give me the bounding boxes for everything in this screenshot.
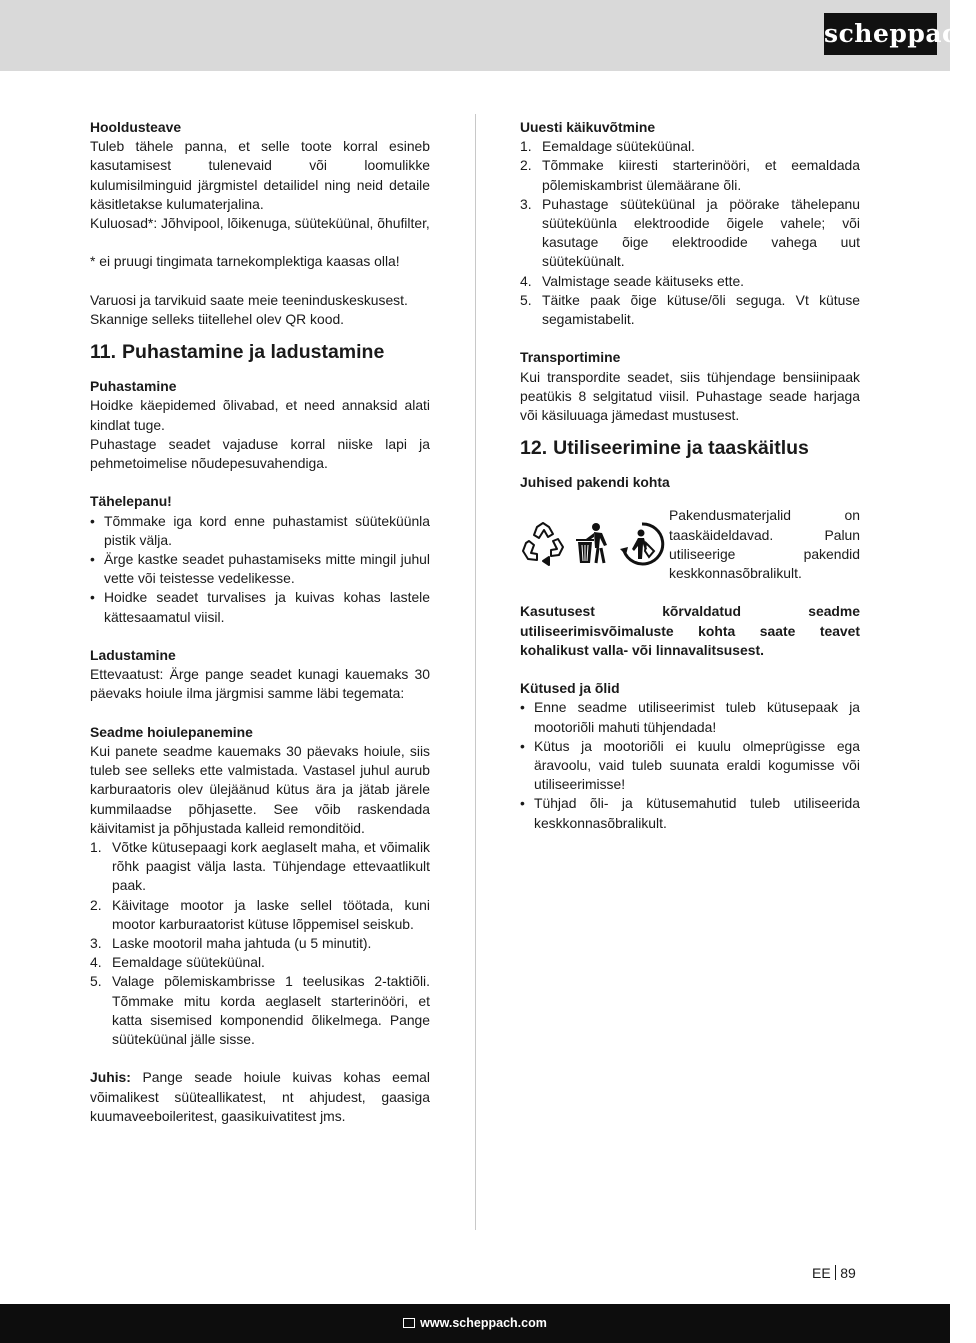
restart-heading: Uuesti käikuvõtmine [520, 119, 656, 135]
brand-logo: scheppach [824, 13, 937, 55]
packaging-text: Pakendusmaterjalid on taaskäideldavad. Palun utiliseerige pakendid keskkonnasõbralikult. [669, 507, 860, 582]
cleaning-text-1: Hoidke käepidemed õlivabad, et need annaksid alati kindlat tuge. [90, 397, 430, 433]
list-item: • Ärge kastke seadet puhastamiseks mitte mingil juhul vette või teistesse vedelikesse. [90, 550, 430, 588]
transport-text: Kui transpordite seadet, siis tühjendage bensiinipaak peatükis 8 selgitatud viisil. Puhastage seade harjaga või käsiluuaga jämedast mustusest. [520, 368, 860, 424]
transport-heading: Transportimine [520, 349, 621, 366]
section-11-heading: 11. Puhastamine ja ladustamine [90, 341, 385, 364]
service-text-1: Varuosi ja tarvikuid saate meie teeninduskeskusest. [90, 291, 408, 308]
list-item: • Tõmmake iga kord enne puhastamist süüteküünla pistik välja. [90, 512, 430, 550]
disposal-info: Kasutusest kõrvaldatud seadme utiliseerimisvõimaluste kohta saate teavet kohalikust valla- või linnavalitsusest. [520, 603, 860, 658]
list-item: • Hoidke seadet turvalises ja kuivas kohas lastele kättesaamatul viisil. [90, 588, 430, 626]
fuels-list [520, 698, 860, 832]
page-number: EE 89 [812, 1265, 856, 1281]
wear-parts-text: Kuluosad*: Jõhvipool, lõikenuga, süüteküünal, õhufilter, [90, 215, 430, 232]
putaway-text: Kui panete seadme kauemaks 30 päevaks hoiule, siis tuleb see selleks ette valmistada. Vastasel juhul aurub karburaatoris olev ülejäänud kütus ära ja jätab järele kummilaadse põhjasette. See võib raskendada käivitamist ja põhjustada kalleid remonditöid. [90, 743, 430, 836]
recycling-icons [520, 516, 669, 572]
list-item: 3. Puhastage süüteküünal ja pöörake tähelepanu süüteküünla elektroodide õigele vahele; või kasutage õige elektroodide vahega uut süüteküünalt. [520, 195, 860, 270]
footer-url[interactable]: www.scheppach.com [420, 1316, 547, 1330]
left-column [90, 118, 430, 1126]
monitor-icon [403, 1318, 415, 1328]
cleaning-heading: Puhastamine [90, 378, 177, 395]
service-text-2: Skannige selleks tiitellehel olev QR kood. [90, 311, 345, 327]
putaway-steps [90, 838, 430, 1049]
section-12-heading: 12. Utiliseerimine ja taaskäitlus [520, 437, 809, 460]
packaging-block [520, 506, 860, 583]
putaway-heading: Seadme hoiulepanemine [90, 723, 253, 740]
restart-steps [520, 137, 860, 329]
storage-heading: Ladustamine [90, 647, 176, 664]
list-item: • Enne seadme utiliseerimist tuleb kütusepaak ja mootoriõli mahuti tühjendada! [520, 698, 860, 736]
attention-heading: Tähelepanu! [90, 493, 172, 510]
list-item: 3. Laske mootoril maha jahtuda (u 5 minutit). [90, 935, 372, 952]
list-item: 1. Eemaldage süüteküünal. [520, 138, 695, 155]
attention-list [90, 512, 430, 627]
column-divider [475, 114, 476, 1230]
trash-person-icon [574, 521, 612, 567]
header-bar [0, 0, 976, 71]
list-item: 2. Tõmmake kiiresti starterinööri, et eemaldada põlemiskambrist ülemäärane õli. [520, 157, 860, 193]
list-item: 5. Täitke paak õige kütuse/õli seguga. Vt kütuse segamistabelit. [520, 291, 860, 328]
list-item: 5. Valage põlemiskambrisse 1 teelusikas 2-taktiõli. Tõmmake mitu korda aeglaselt starterinööri, et katta sisemised komponendid õlikelmega. Pange süüteküünal jälle sisse. [90, 973, 430, 1048]
delivery-note: * ei pruugi tingimata tarnekomplektiga kaasas olla! [90, 253, 400, 270]
maintenance-text: Tuleb tähele panna, et selle toote korral esineb kasutamisest tulenevaid või loomulikke kulumisilminguid järgmistel detailidel ning neid detaile käsitletakse kulumaterjalina. [90, 138, 430, 212]
storage-text: Ettevaatust: Ärge pange seadet kunagi kauemaks 30 päevaks hoiule ilma järgmisi samme läbi tegemata: [90, 666, 430, 702]
maintenance-heading: Hooldusteave [90, 119, 182, 135]
list-item: 4. Valmistage seade käituseks ette. [520, 272, 745, 289]
list-item: • Kütus ja mootoriõli ei kuulu olmeprügisse ega äravoolu, vaid tuleb suunata eraldi kogumisse või utiliseerimisse! [520, 737, 860, 795]
packaging-heading: Juhised pakendi kohta [520, 474, 670, 491]
hint-text: Juhis: Pange seade hoiule kuivas kohas eemal võimalikest süüteallikatest, nt ahjudest, gaasiga kuumaveeboileritest, gaasikuivatitest jms. [90, 1069, 430, 1124]
recycle-icon [520, 521, 566, 567]
cleaning-text-2: Puhastage seadet vajaduse korral niiske lapi ja pehmetoimelise nõudepesuvahendiga. [90, 435, 430, 472]
list-item: 1. Võtke kütusepaagi kork aeglaselt maha, et võimalik rõhk paagist välja lasta. Tühjendage ettevaatlikult paak. [90, 839, 430, 894]
list-item: 4. Eemaldage süüteküünal. [90, 954, 265, 971]
list-item: 2. Käivitage mootor ja laske sellel töötada, kuni mootor karburaatorist kütuse lõppemisel seiskub. [90, 896, 430, 932]
footer-bar [0, 1304, 950, 1343]
right-column [520, 118, 860, 833]
recycle-person-icon [619, 521, 665, 567]
fuels-heading: Kütused ja õlid [520, 680, 620, 697]
list-item: • Tühjad õli- ja kütusemahutid tuleb utiliseerida keskkonnasõbralikult. [520, 794, 860, 832]
